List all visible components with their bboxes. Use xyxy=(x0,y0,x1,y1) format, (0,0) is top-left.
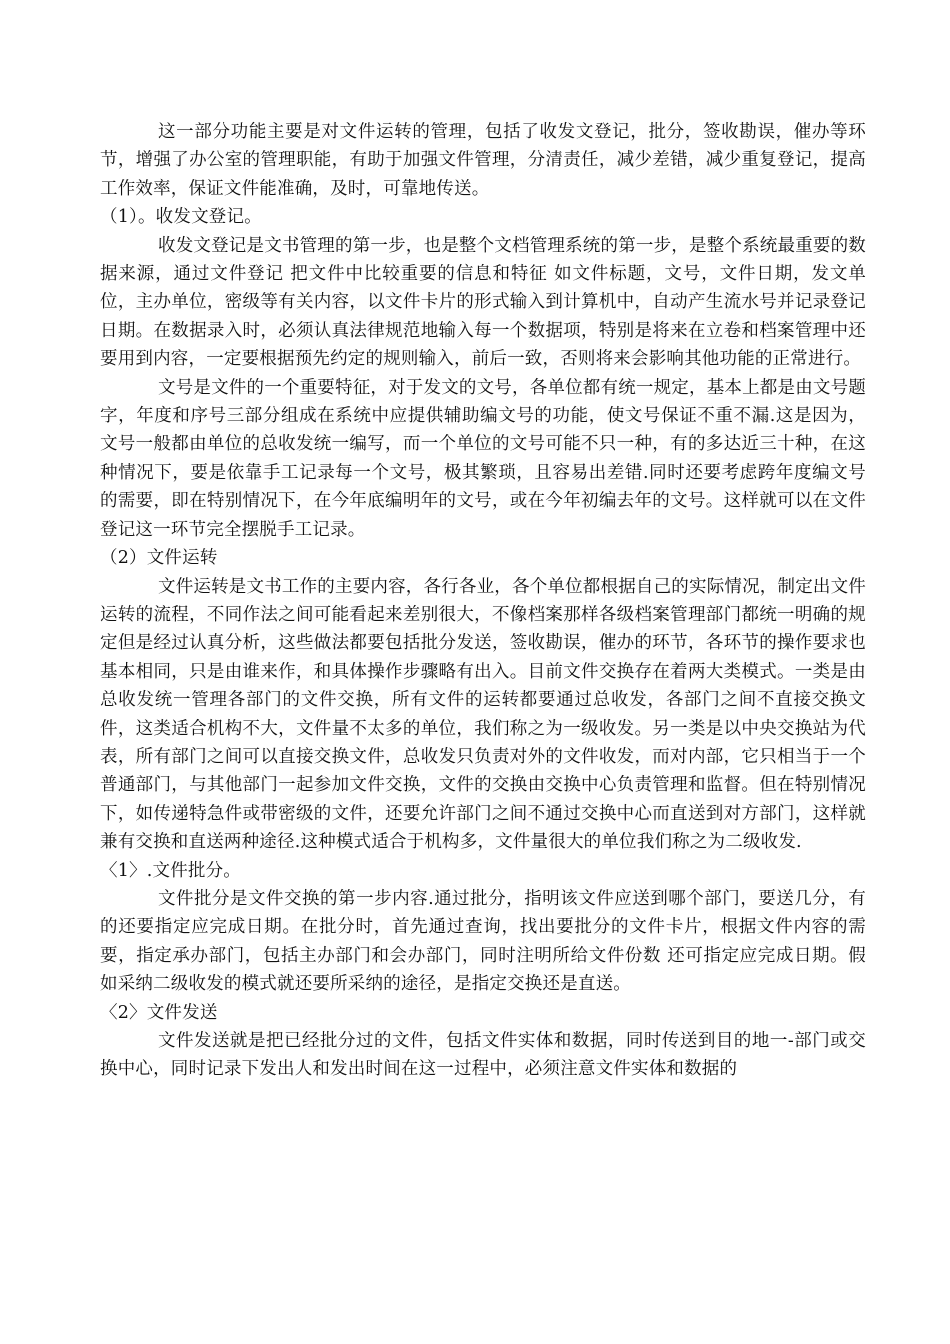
heading-circulation: （2）文件运转 xyxy=(100,548,218,569)
heading-sending: 〈2〉文件发送 xyxy=(100,1002,218,1023)
paragraph-registration: 收发文登记是文书管理的第一步，也是整个文档管理系统的第一步，是整个系统最重要的数据来源，通过文件登记 把文件中比较重要的信息和特征 如文件标题，文号，文件日期，发文单位，主办单位，密级等有关内容，以文件卡片的形式输入到计算机中，自动产生流水号并记录登记日期。在数据录入时，必须认真法律规范地输入每一个数据项，特别是将来在立卷和档案管理中还要用到内容，一定要根据预先约定的规则输入，前后一致，否则将来会影响其他功能的正常进行。 xyxy=(100,235,866,370)
paragraph-document-number: 文号是文件的一个重要特征，对于发文的文号，各单位都有统一规定，基本上都是由文号题字，年度和序号三部分组成在系统中应提供辅助编文号的功能，使文号保证不重不漏.这是因为，文号一般都由单位的总收发统一编写，而一个单位的文号可能不只一种，有的多达近三十种，在这种情况下，要是依靠手工记录每一个文号，极其繁琐，且容易出差错.同时还要考虑跨年度编文号的需要，即在特别情况下，在今年底编明年的文号，或在今年初编去年的文号。这样就可以在文件登记这一环节完全摆脱手工记录。 xyxy=(100,377,866,540)
paragraph-circulation: 文件运转是文书工作的主要内容，各行各业，各个单位都根据自己的实际情况，制定出文件运转的流程，不同作法之间可能看起来差别很大，不像档案那样各级档案管理部门都统一明确的规定但是经过认真分析，这些做法都要包括批分发送，签收勘误，催办的环节，各环节的操作要求也基本相同，只是由谁来作，和具体操作步骤略有出入。目前文件交换存在着两大类模式。一类是由总收发统一管理各部门的文件交换，所有文件的运转都要通过总收发，各部门之间不直接交换文件，这类适合机构不大，文件量不太多的单位，我们称之为一级收发。另一类是以中央交换站为代表，所有部门之间可以直接交换文件，总收发只负责对外的文件收发，而对内部，它只相当于一个普通部门，与其他部门一起参加文件交换，文件的交换由交换中心负责管理和监督。但在特别情况下，如传递特急件或带密级的文件，还要允许部门之间不通过交换中心而直送到对方部门，这样就兼有交换和直送两种途径.这种模式适合于机构多，文件量很大的单位我们称之为二级收发. xyxy=(100,576,866,853)
heading-registration: （1）。收发文登记。 xyxy=(100,207,262,228)
paragraph-sending: 文件发送就是把已经批分过的文件，包括文件实体和数据，同时传送到目的地一-部门或交换中心，同时记录下发出人和发出时间在这一过程中，必须注意文件实体和数据的 xyxy=(100,1031,866,1080)
document-body xyxy=(100,118,866,1084)
heading-distribution: 〈1〉.文件批分。 xyxy=(100,860,241,881)
paragraph-distribution: 文件批分是文件交换的第一步内容.通过批分，指明该文件应送到哪个部门，要送几分，有的还要指定应完成日期。在批分时，首先通过查询，找出要批分的文件卡片，根据文件内容的需要，指定承办部门，包括主办部门和会办部门，同时注明所给文件份数 还可指定应完成日期。假如采纳二级收发的模式就还要所采纳的途径，是指定交换还是直送。 xyxy=(100,888,866,995)
paragraph-intro: 这一部分功能主要是对文件运转的管理，包括了收发文登记，批分，签收勘误，催办等环节，增强了办公室的管理职能，有助于加强文件管理，分清责任，减少差错，减少重复登记，提高工作效率，保证文件能准确，及时，可靠地传送。 xyxy=(100,122,866,199)
